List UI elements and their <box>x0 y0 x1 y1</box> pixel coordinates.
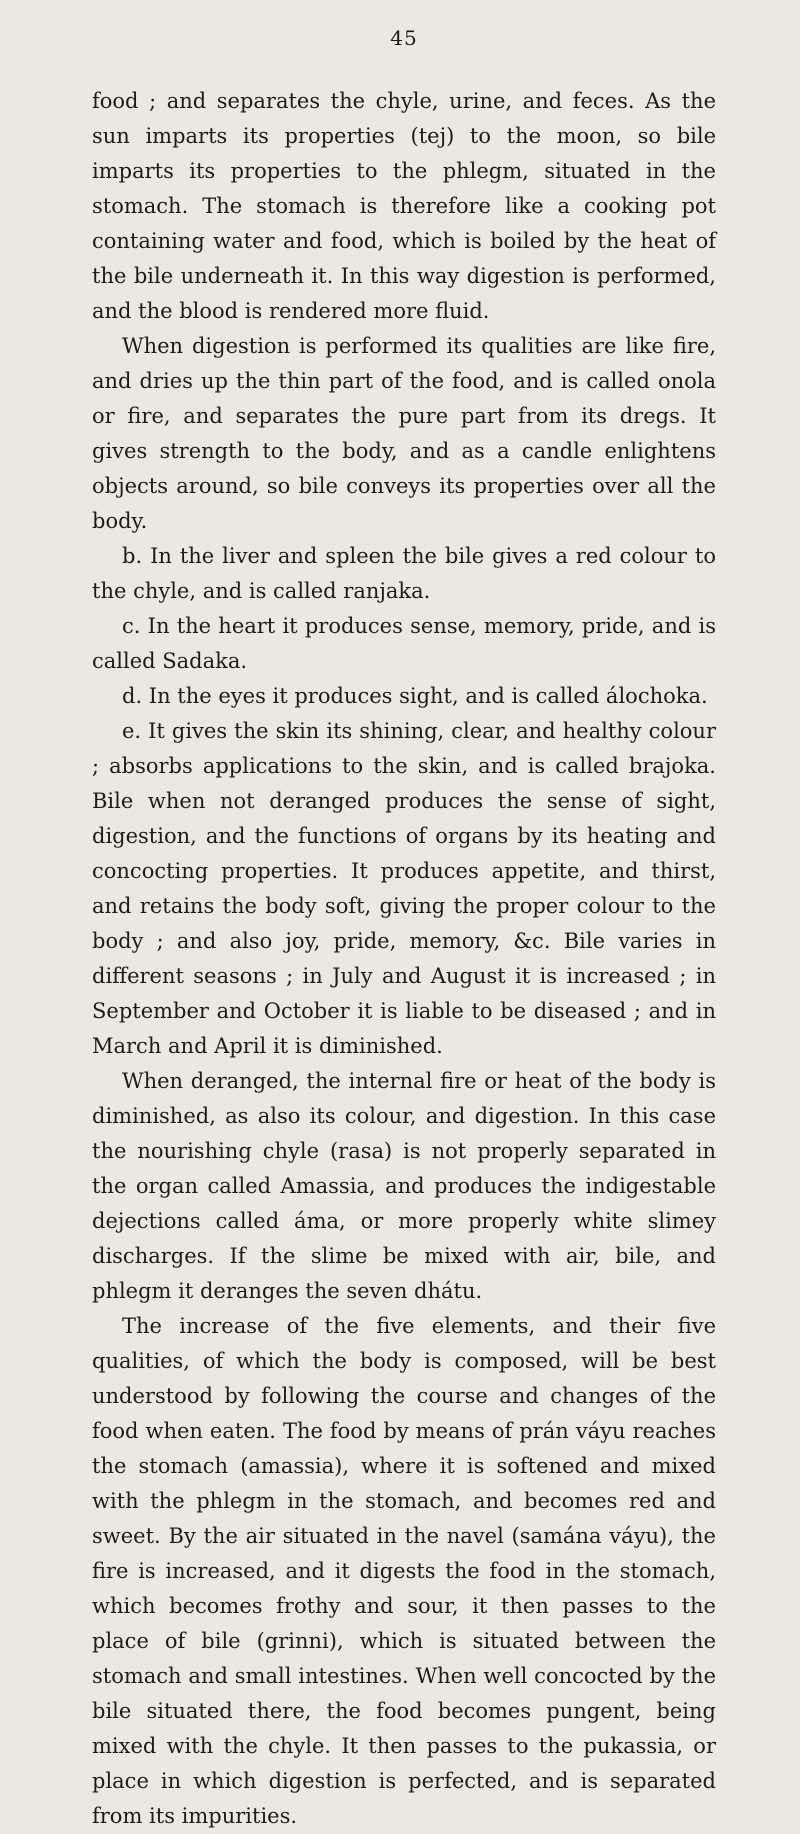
paragraph-7: When deranged, the internal fire or heat of the body is diminished, as also its colour, and digestion. In this case the nourishing chyle (rasa) is not properly separated in the organ called Amassia, and produces the indigestable dejections called áma, or more properly white slimey discharges. If the slime be mixed with air, bile, and phlegm it deranges the seven dhátu. <box>92 1069 716 1303</box>
paragraph-3: b. In the liver and spleen the bile gives a red colour to the chyle, and is called ranjaka. <box>92 544 716 603</box>
paragraph-6: e. It gives the skin its shining, clear, and healthy colour ; absorbs applications to the skin, and is called brajoka. Bile when not deranged produces the sense of sight, digestion, and the functions of organs by its heating and concocting properties. It produces appetite, and thirst, and retains the body soft, giving the proper colour to the body ; and also joy, pride, memory, &c. Bile varies in different seasons ; in July and August it is increased ; in September and October it is liable to be diseased ; and in March and April it is diminished. <box>92 719 716 1058</box>
page-number: 45 <box>390 26 418 50</box>
paragraph-2: When digestion is performed its qualities are like fire, and dries up the thin part of the food, and is called onola or fire, and separates the pure part from its dregs. It gives strength to the body, and as a candle enlightens objects around, so bile conveys its properties over all the body. <box>92 334 716 533</box>
paragraph-1: food ; and separates the chyle, urine, and feces. As the sun imparts its properties (tej) to the moon, so bile imparts its properties to the phlegm, situated in the stomach. The stomach is therefore like a cooking pot containing water and food, which is boiled by the heat of the bile underneath it. In this way digestion is performed, and the blood is rendered more fluid. <box>92 89 716 323</box>
paragraph-8: The increase of the five elements, and their five qualities, of which the body is composed, will be best understood by following the course and changes of the food when eaten. The food by means of prán váyu reaches the stomach (amassia), where it is softened and mixed with the phlegm in the stomach, and becomes red and sweet. By the air situated in the navel (samána váyu), the fire is increased, and it digests the food in the stomach, which becomes frothy and sour, it then passes to the place of bile (grinni), which is situated between the stomach and small intestines. When well concocted by the bile situated there, the food becomes pungent, being mixed with the chyle. It then passes to the pukassia, or place in which digestion is perfected, and is separated from its impurities. <box>92 1314 716 1828</box>
paragraph-4: c. In the heart it produces sense, memory, pride, and is called Sadaka. <box>92 614 716 673</box>
paragraph-5: d. In the eyes it produces sight, and is called álochoka. <box>122 684 708 708</box>
